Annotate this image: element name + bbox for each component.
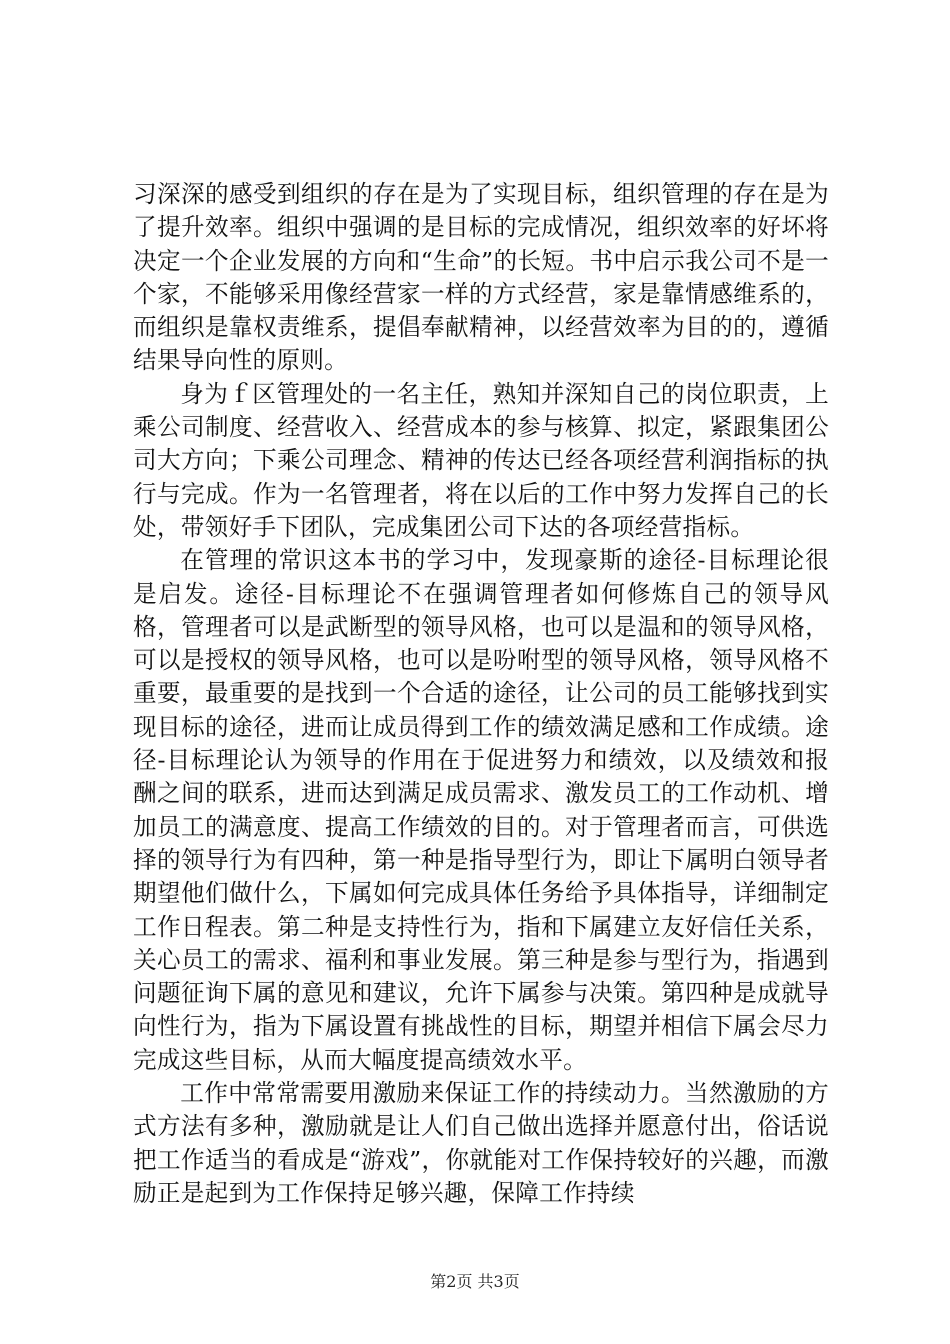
paragraph-path-goal-theory: 在管理的常识这本书的学习中，发现豪斯的途径-目标理论很是启发。途径-目标理论不在强调管理者如何修炼自己的领导风格，管理者可以是武断型的领导风格，也可以是温和的领导风格，可以是授权的领导风格，也可以是吩咐型的领导风格，领导风格不重要，最重要的是找到一个合适的途径，让公司的员工能够找到实现目标的途径，进而让成员得到工作的绩效满足感和工作成绩。途径-目标理论认为领导的作用在于促进努力和绩效，以及绩效和报酬之间的联系，进而达到满足成员需求、激发员工的工作动机、增加员工的满意度、提高工作绩效的目的。对于管理者而言，可供选择的领导行为有四种，第一种是指导型行为，即让下属明白领导者期望他们做什么，下属如何完成具体任务给予具体指导，详细制定工作日程表。第二种是支持性行为，指和下属建立友好信任关系，关心员工的需求、福利和事业发展。第三种是参与型行为，指遇到问题征询下属的意见和建议，允许下属参与决策。第四种是成就导向性行为，指为下属设置有挑战性的目标，期望并相信下属会尽力完成这些目标，从而大幅度提高绩效水平。 [133,546,829,1074]
paragraph-job-role: 身为ｆ区管理处的一名主任，熟知并深知自己的岗位职责，上乘公司制度、经营收入、经营成本的参与核算、拟定，紧跟集团公司大方向；下乘公司理念、精神的传达已经各项经营利润指标的执行与完成。作为一名管理者，将在以后的工作中努力发挥自己的长处，带领好手下团队，完成集团公司下达的各项经营指标。 [133,379,829,541]
paragraph-continuation: 习深深的感受到组织的存在是为了实现目标，组织管理的存在是为了提升效率。组织中强调的是目标的完成情况，组织效率的好坏将决定一个企业发展的方向和“生命”的长短。书中启示我公司不是一个家，不能够采用像经营家一样的方式经营，家是靠情感维系的，而组织是靠权责维系，提倡奉献精神，以经营效率为目的的，遵循结果导向性的原则。 [133,180,829,375]
paragraph-motivation: 工作中常常需要用激励来保证工作的持续动力。当然激励的方式方法有多种，激励就是让人们自己做出选择并愿意付出，俗话说把工作适当的看成是“游戏”，你就能对工作保持较好的兴趣，而激励正是起到为工作保持足够兴趣，保障工作持续 [133,1079,829,1207]
page-number-footer: 第2页 共3页 [430,1272,520,1291]
document-body [133,178,829,1210]
